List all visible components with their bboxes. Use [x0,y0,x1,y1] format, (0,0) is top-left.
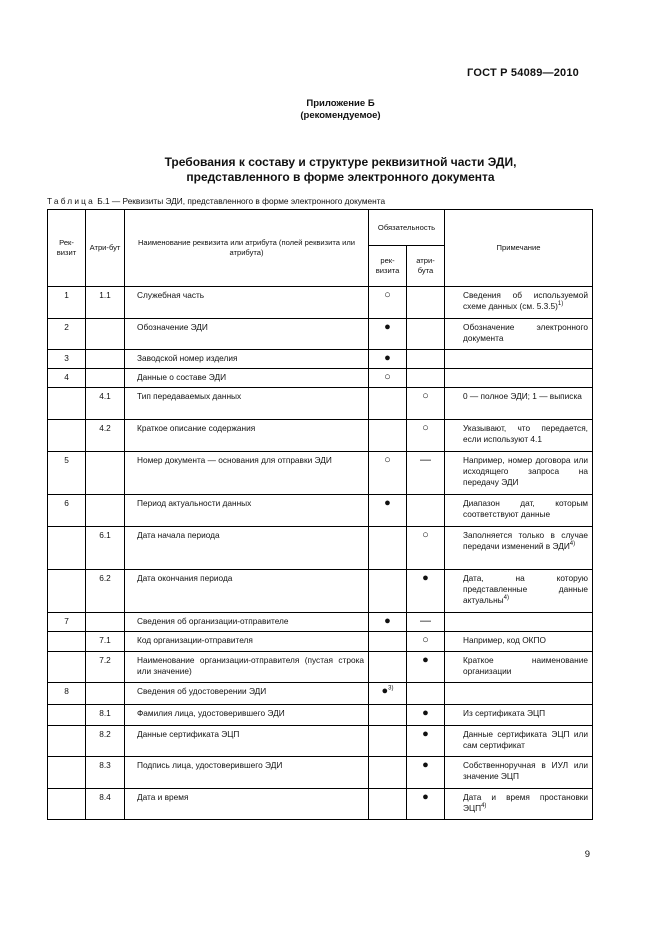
cell-note-text: 0 — полное ЭДИ; 1 — выписка [463,391,582,401]
cell-obligation-attribute [407,757,445,789]
table-row [48,632,593,652]
cell-obligation-attribute [407,570,445,613]
cell-note [445,632,593,652]
cell-obligation-attribute [407,452,445,495]
page-number: 9 [584,849,590,860]
cell-obligation-attribute-text: ● [422,654,429,666]
cell-name [125,613,369,632]
cell-obligation-requisite [369,570,407,613]
cell-obligation-requisite [369,420,407,452]
cell-obligation-requisite [369,495,407,527]
cell-obligation-attribute-text: ● [422,728,429,740]
table-row [48,350,593,369]
cell-note-text: Заполняется только в случае передачи изменений в ЭДИ [463,530,588,551]
cell-name [125,495,369,527]
cell-attribute [86,388,125,420]
table-row [48,369,593,388]
cell-attribute [86,527,125,570]
cell-note-text: Дата и время простановки ЭЦП [463,792,588,813]
table-row [48,570,593,613]
cell-obligation-requisite-text: ● [381,685,389,697]
cell-requisite [48,350,86,369]
cell-obligation-attribute [407,527,445,570]
cell-name [125,757,369,789]
title-line-1: Требования к составу и структуре реквизитной части ЭДИ, [164,155,517,169]
cell-requisite [48,319,86,350]
cell-note-text: Дата, на которую представленные данные актуальны [463,573,588,605]
cell-attribute-text: 4.2 [99,423,111,433]
cell-name [125,705,369,726]
cell-note [445,319,593,350]
cell-obligation-requisite [369,369,407,388]
cell-requisite [48,452,86,495]
cell-attribute-text: 8.2 [99,729,111,739]
col-header-obligation-attribute: атри-бута [407,246,445,287]
cell-name-text: Дата окончания периода [137,573,233,583]
cell-name [125,726,369,757]
cell-obligation-attribute [407,319,445,350]
col-header-requisite: Рек-визит [48,210,86,287]
cell-note [445,613,593,632]
table-body [48,287,593,820]
appendix-heading [0,98,661,122]
cell-requisite-text: 2 [64,322,69,332]
cell-note [445,757,593,789]
title-line-2: представленного в форме электронного документа [186,170,495,184]
cell-obligation-requisite [369,705,407,726]
caption-prefix: Таблица [47,196,95,206]
cell-name-text: Фамилия лица, удостоверившего ЭДИ [137,708,285,718]
cell-note-text: Из сертификата ЭЦП [463,708,546,718]
footnote-ref: 1) [557,301,564,308]
table-row [48,757,593,789]
cell-obligation-requisite-text: ● [384,615,391,627]
cell-name [125,527,369,570]
cell-obligation-requisite [369,452,407,495]
cell-obligation-requisite-text: ○ [384,454,391,466]
cell-attribute [86,613,125,632]
table-caption [47,196,385,206]
cell-attribute-text: 6.2 [99,573,111,583]
col-header-name: Наименование реквизита или атрибута (полей реквизита или атрибута) [125,210,369,287]
table-row [48,452,593,495]
cell-name [125,420,369,452]
table-row [48,613,593,632]
col-header-attribute: Атри-бут [86,210,125,287]
cell-obligation-attribute-text: — [420,615,431,627]
cell-attribute [86,452,125,495]
cell-obligation-attribute [407,613,445,632]
table-row [48,683,593,705]
footnote-ref: 4) [481,803,487,810]
cell-name-text: Краткое описание содержания [137,423,256,433]
appendix-subtitle: (рекомендуемое) [300,110,381,121]
footnote-ref: 4) [569,541,576,548]
cell-note-text: Обозначение электронного документа [463,322,588,343]
standard-code: ГОСТ Р 54089—2010 [467,67,579,79]
cell-requisite-text: 7 [64,616,69,626]
cell-name [125,388,369,420]
table-row [48,789,593,820]
cell-attribute [86,683,125,705]
cell-attribute [86,705,125,726]
cell-name-text: Номер документа — основания для отправки ЭДИ [137,455,332,465]
cell-name-text: Подпись лица, удостоверившего ЭДИ [137,760,283,770]
cell-obligation-attribute [407,350,445,369]
cell-obligation-attribute-text: — [420,454,431,466]
cell-note [445,527,593,570]
cell-obligation-requisite-text: ● [384,352,391,364]
cell-requisite [48,527,86,570]
cell-requisite [48,726,86,757]
cell-obligation-attribute-text: ○ [422,529,429,541]
cell-obligation-requisite [369,613,407,632]
cell-requisite [48,683,86,705]
cell-obligation-requisite [369,287,407,319]
cell-attribute [86,570,125,613]
cell-name [125,319,369,350]
cell-requisite [48,570,86,613]
cell-requisite [48,789,86,820]
col-header-obligation: Обязательность [369,210,445,246]
table-row [48,388,593,420]
cell-note [445,495,593,527]
cell-note-text: Например, номер договора или исходящего запроса на передачу ЭДИ [463,455,588,487]
table-row [48,287,593,319]
cell-note-text: Краткое наименование организации [463,655,588,676]
cell-attribute [86,420,125,452]
cell-obligation-requisite [369,350,407,369]
cell-attribute [86,495,125,527]
cell-requisite-text: 6 [64,498,69,508]
cell-name [125,287,369,319]
cell-obligation-requisite [369,652,407,683]
document-title [0,155,661,185]
cell-name [125,350,369,369]
cell-note-text: Данные сертификата ЭЦП или сам сертификат [463,729,588,750]
table-row [48,705,593,726]
cell-attribute-text: 8.3 [99,760,111,770]
cell-obligation-attribute [407,789,445,820]
cell-obligation-attribute-text: ○ [422,390,429,402]
cell-obligation-attribute [407,388,445,420]
cell-note [445,789,593,820]
cell-name [125,652,369,683]
cell-name-text: Данные сертификата ЭЦП [137,729,240,739]
cell-obligation-requisite [369,683,407,705]
cell-requisite [48,495,86,527]
cell-requisite [48,287,86,319]
cell-obligation-requisite [369,632,407,652]
cell-note [445,652,593,683]
cell-note-text: Сведения об используемой схеме данных (см. 5.3.5) [463,290,588,311]
cell-name-text: Служебная часть [137,290,205,300]
cell-name [125,789,369,820]
cell-name-text: Код организации-отправителя [137,635,253,645]
cell-obligation-attribute-text: ● [422,759,429,771]
cell-attribute [86,287,125,319]
cell-note-text: Диапазон дат, которым соответствуют данные [463,498,588,519]
requisites-table [47,209,593,820]
table-row [48,726,593,757]
table-row [48,319,593,350]
cell-requisite-text: 5 [64,455,69,465]
cell-obligation-attribute [407,683,445,705]
cell-name-text: Тип передаваемых данных [137,391,242,401]
caption-text: Б.1 — Реквизиты ЭДИ, представленного в форме электронного документа [97,196,386,206]
cell-note [445,287,593,319]
table-row [48,527,593,570]
cell-obligation-attribute-text: ● [422,572,429,584]
cell-requisite [48,652,86,683]
cell-name-text: Данные о составе ЭДИ [137,372,227,382]
cell-note [445,683,593,705]
cell-obligation-requisite [369,319,407,350]
cell-requisite [48,420,86,452]
cell-obligation-attribute [407,652,445,683]
cell-requisite [48,757,86,789]
cell-obligation-attribute-text: ● [422,707,429,719]
cell-attribute [86,369,125,388]
table-row [48,420,593,452]
cell-requisite [48,388,86,420]
cell-requisite [48,369,86,388]
cell-note [445,726,593,757]
footnote-ref: 4) [503,595,509,602]
cell-obligation-attribute [407,705,445,726]
cell-requisite-text: 4 [64,372,69,382]
cell-name-text: Заводской номер изделия [137,353,238,363]
cell-attribute-text: 6.1 [99,530,111,540]
cell-attribute [86,726,125,757]
cell-name-text: Период актуальности данных [137,498,252,508]
cell-obligation-attribute [407,495,445,527]
cell-obligation-requisite [369,527,407,570]
cell-obligation-attribute [407,420,445,452]
cell-note [445,570,593,613]
cell-name [125,632,369,652]
appendix-title: Приложение Б [306,98,375,109]
cell-note [445,388,593,420]
cell-requisite-text: 1 [64,290,69,300]
cell-obligation-attribute-text: ○ [422,634,429,646]
cell-obligation-requisite-text: ○ [384,371,391,383]
cell-note [445,452,593,495]
cell-name [125,570,369,613]
cell-attribute-text: 4.1 [99,391,111,401]
cell-obligation-attribute [407,632,445,652]
cell-name-text: Обозначение ЭДИ [137,322,208,332]
cell-obligation-requisite [369,726,407,757]
cell-attribute-text: 8.1 [99,708,111,718]
footnote-ref: 3) [388,685,394,692]
cell-attribute [86,652,125,683]
cell-attribute [86,632,125,652]
table-row [48,495,593,527]
cell-obligation-attribute-text: ● [422,791,429,803]
cell-obligation-attribute [407,726,445,757]
cell-obligation-requisite-text: ● [384,321,391,333]
cell-name-text: Дата начала периода [137,530,220,540]
cell-name [125,369,369,388]
cell-attribute-text: 7.1 [99,635,111,645]
cell-note [445,705,593,726]
cell-note-text: Указывают, что передается, если используют 4.1 [463,423,588,444]
cell-name-text: Сведения об удостоверении ЭДИ [137,686,267,696]
cell-requisite [48,705,86,726]
cell-requisite [48,613,86,632]
cell-requisite-text: 3 [64,353,69,363]
cell-requisite [48,632,86,652]
cell-obligation-requisite-text: ● [384,497,391,509]
cell-obligation-attribute [407,287,445,319]
cell-attribute [86,757,125,789]
cell-name [125,683,369,705]
cell-obligation-requisite [369,757,407,789]
cell-attribute-text: 8.4 [99,792,111,802]
cell-note-text: Собственноручная в ИУЛ или значение ЭЦП [463,760,588,781]
cell-note [445,369,593,388]
cell-name-text: Дата и время [137,792,189,802]
cell-name-text: Наименование организации-отправителя (пустая строка или значение) [137,655,364,676]
col-header-obligation-requisite: рек-визита [369,246,407,287]
cell-obligation-attribute [407,369,445,388]
cell-requisite-text: 8 [64,686,69,696]
cell-attribute [86,789,125,820]
cell-note [445,350,593,369]
cell-attribute [86,319,125,350]
cell-obligation-requisite-text: ○ [384,289,391,301]
cell-note [445,420,593,452]
cell-attribute [86,350,125,369]
col-header-note: Примечание [445,210,593,287]
cell-attribute-text: 7.2 [99,655,111,665]
cell-note-text: Например, код ОКПО [463,635,546,645]
cell-name-text: Сведения об организации-отправителе [137,616,289,626]
cell-obligation-attribute-text: ○ [422,422,429,434]
cell-obligation-requisite [369,388,407,420]
cell-name [125,452,369,495]
cell-attribute-text: 1.1 [99,290,111,300]
cell-obligation-requisite [369,789,407,820]
table-row [48,652,593,683]
